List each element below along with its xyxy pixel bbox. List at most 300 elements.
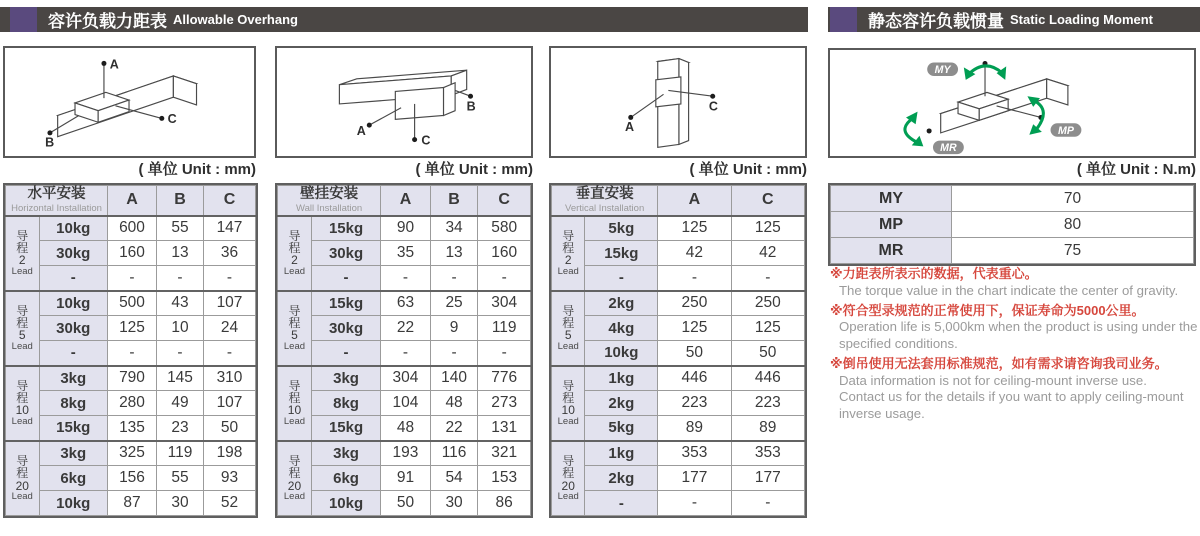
lead-cell: [278, 291, 312, 366]
column-header-b: B: [430, 186, 478, 216]
lead-value: 20: [287, 478, 302, 493]
load-cell: 6kg: [39, 466, 108, 491]
value-cell: -: [658, 491, 731, 516]
rail-isometric-drawing: [551, 48, 805, 156]
load-cell: -: [311, 341, 380, 366]
value-cell: 13: [157, 241, 204, 266]
value-cell: 600: [108, 216, 157, 241]
value-cell: 304: [381, 366, 431, 391]
table-row: [278, 416, 531, 441]
load-cell: -: [311, 266, 380, 291]
value-cell: 250: [731, 291, 804, 316]
point-label-a: A: [356, 123, 366, 138]
lead-label-zh: 程: [288, 466, 301, 481]
value-cell: 89: [658, 416, 731, 441]
table-row: [6, 291, 256, 316]
moment-row: [831, 212, 1194, 238]
value-cell: -: [658, 266, 731, 291]
value-cell: 50: [658, 341, 731, 366]
load-cell: 10kg: [311, 491, 380, 516]
table-row: [278, 341, 531, 366]
value-cell: 35: [381, 241, 431, 266]
unit-label-mm: ( 单位 Unit : mm): [138, 161, 256, 178]
table-row: [6, 241, 256, 266]
overhang-table: [5, 185, 256, 516]
unit-label-mm: ( 单位 Unit : mm): [415, 161, 533, 178]
table-row: [552, 291, 805, 316]
lead-label-zh: 导: [562, 228, 575, 243]
lead-label-zh: 程: [16, 316, 29, 331]
value-cell: -: [430, 341, 478, 366]
load-cell: 6kg: [311, 466, 380, 491]
value-cell: 223: [658, 391, 731, 416]
installation-header-cell: [552, 186, 658, 216]
lead-label-zh: 程: [288, 391, 301, 406]
table-row: [6, 416, 256, 441]
table-row: [6, 466, 256, 491]
lead-value: 5: [291, 328, 298, 343]
point-label-b: B: [466, 99, 476, 114]
value-cell: 50: [731, 341, 804, 366]
horizontal-installation-table: [3, 183, 258, 518]
lead-cell: [552, 441, 585, 516]
value-cell: 54: [430, 466, 478, 491]
value-cell: 125: [731, 316, 804, 341]
lead-label-zh: 导: [16, 303, 29, 318]
value-cell: 125: [658, 216, 731, 241]
note-item: [830, 303, 1200, 353]
section-title-zh: 容许负载力距表: [48, 12, 167, 31]
value-cell: 119: [478, 316, 531, 341]
value-cell: 446: [731, 366, 804, 391]
moment-table: [830, 185, 1194, 264]
value-cell: 9: [430, 316, 478, 341]
load-cell: -: [39, 266, 108, 291]
lead-cell: [278, 216, 312, 291]
value-cell: 125: [731, 216, 804, 241]
value-cell: -: [381, 266, 431, 291]
table-row: [552, 316, 805, 341]
wall-installation-diagram: [275, 46, 533, 158]
table-row: [6, 341, 256, 366]
value-cell: -: [204, 341, 256, 366]
column-header-a: A: [658, 186, 731, 216]
value-cell: 55: [157, 216, 204, 241]
table-row: [552, 441, 805, 466]
moment-row: [831, 238, 1194, 264]
value-cell: 153: [478, 466, 531, 491]
lead-value: 2: [18, 253, 26, 268]
value-cell: 42: [731, 241, 804, 266]
moment-row: [831, 186, 1194, 212]
overhang-table: [277, 185, 531, 516]
moment-isometric-drawing: [830, 50, 1194, 156]
point-label-b: B: [45, 135, 55, 150]
value-cell: -: [157, 266, 204, 291]
lead-label-zh: 导: [288, 303, 301, 318]
lead-label-zh: 导: [288, 378, 301, 393]
lead-label-zh: 导: [562, 378, 575, 393]
load-cell: 15kg: [311, 416, 380, 441]
value-cell: 198: [204, 441, 256, 466]
load-cell: 2kg: [585, 291, 658, 316]
value-cell: 325: [108, 441, 157, 466]
value-cell: 500: [108, 291, 157, 316]
table-row: [6, 316, 256, 341]
note-text-en: Operation life is 5,000km when the product is using under the specified conditions.: [839, 319, 1198, 352]
section-title-en: Static Loading Moment: [1010, 12, 1153, 27]
value-cell: 446: [658, 366, 731, 391]
value-cell: 50: [204, 416, 256, 441]
value-cell: -: [430, 266, 478, 291]
value-cell: 145: [157, 366, 204, 391]
value-cell: 160: [478, 241, 531, 266]
lead-label-zh: 导: [562, 303, 575, 318]
section-header-allowable-overhang: [0, 7, 808, 32]
load-cell: -: [585, 266, 658, 291]
lead-cell: [552, 216, 585, 291]
value-cell: 135: [108, 416, 157, 441]
load-cell: 3kg: [39, 441, 108, 466]
value-cell: -: [204, 266, 256, 291]
rail-isometric-drawing: [5, 48, 254, 156]
value-cell: 125: [658, 316, 731, 341]
lead-label-en: Lead: [283, 415, 306, 427]
note-text-zh: ※倒吊使用无法套用标准规范，如有需求请咨询我司业务。: [830, 355, 1168, 371]
lead-label-zh: 程: [562, 466, 575, 481]
value-cell: 321: [478, 441, 531, 466]
table-row: [552, 366, 805, 391]
value-cell: 119: [157, 441, 204, 466]
table-row: [552, 466, 805, 491]
lead-label-zh: 程: [562, 391, 575, 406]
value-cell: 107: [204, 291, 256, 316]
lead-value: 5: [18, 328, 26, 343]
column-header-c: C: [478, 186, 531, 216]
installation-name-zh: 壁挂安装: [300, 185, 359, 202]
value-cell: 147: [204, 216, 256, 241]
lead-value: 20: [561, 478, 575, 493]
mp-badge-label: MP: [1058, 124, 1074, 137]
load-cell: 8kg: [39, 391, 108, 416]
value-cell: 48: [430, 391, 478, 416]
value-cell: 30: [430, 491, 478, 516]
value-cell: 63: [381, 291, 431, 316]
value-cell: 90: [381, 216, 431, 241]
installation-header-cell: [6, 186, 108, 216]
value-cell: 43: [157, 291, 204, 316]
value-cell: 160: [108, 241, 157, 266]
value-cell: 93: [204, 466, 256, 491]
moment-label-mr: MR: [831, 238, 952, 264]
lead-cell: [278, 441, 312, 516]
lead-label-en: Lead: [283, 265, 306, 277]
header-row: [6, 186, 256, 216]
lead-label-en: Lead: [557, 340, 579, 352]
load-cell: 10kg: [39, 291, 108, 316]
value-cell: -: [381, 341, 431, 366]
load-cell: -: [39, 341, 108, 366]
value-cell: 776: [478, 366, 531, 391]
moment-value-mp: 80: [952, 212, 1194, 238]
point-label-a: A: [109, 57, 119, 72]
column-header-c: C: [731, 186, 804, 216]
section-header-static-loading-moment: [828, 7, 1200, 32]
lead-value: 10: [15, 403, 29, 418]
accent-square-icon: [830, 7, 857, 32]
table-row: [278, 466, 531, 491]
load-cell: 15kg: [585, 241, 658, 266]
value-cell: 156: [108, 466, 157, 491]
value-cell: -: [478, 266, 531, 291]
value-cell: 22: [430, 416, 478, 441]
lead-cell: [6, 291, 40, 366]
value-cell: -: [478, 341, 531, 366]
point-label-a: A: [624, 119, 635, 134]
value-cell: 193: [381, 441, 431, 466]
lead-label-zh: 程: [16, 391, 29, 406]
note-text-en: Data information is not for ceiling-mount inverse use.: [839, 372, 1147, 388]
lead-label-zh: 导: [562, 454, 575, 469]
value-cell: 25: [430, 291, 478, 316]
lead-value: 2: [291, 253, 298, 268]
note-item: [830, 356, 1200, 423]
section-title-en: Allowable Overhang: [173, 12, 298, 27]
lead-label-en: Lead: [11, 265, 33, 277]
table-row: [278, 316, 531, 341]
installation-name-en: Vertical Installation: [565, 202, 645, 214]
load-cell: 3kg: [311, 441, 380, 466]
point-label-c: C: [708, 99, 718, 114]
table-row: [278, 491, 531, 516]
load-cell: 15kg: [311, 216, 380, 241]
note-text-zh: ※符合型录规范的正常使用下，保证寿命为5000公里。: [830, 302, 1145, 318]
lead-value: 10: [287, 403, 302, 418]
installation-name-zh: 垂直安装: [575, 185, 634, 202]
load-cell: 3kg: [311, 366, 380, 391]
section-title-zh: 静态容许负载惯量: [868, 12, 1004, 31]
table-row: [6, 491, 256, 516]
value-cell: 125: [108, 316, 157, 341]
table-row: [6, 441, 256, 466]
load-cell: 1kg: [585, 366, 658, 391]
note-item: [830, 266, 1200, 300]
load-cell: 30kg: [311, 241, 380, 266]
value-cell: 30: [157, 491, 204, 516]
table-row: [6, 366, 256, 391]
value-cell: 52: [204, 491, 256, 516]
lead-label-en: Lead: [11, 490, 33, 502]
installation-name-zh: 水平安装: [27, 185, 86, 202]
value-cell: 790: [108, 366, 157, 391]
note-text-en: The torque value in the chart indicate the center of gravity.: [839, 282, 1179, 298]
table-row: [278, 391, 531, 416]
lead-label-en: Lead: [11, 415, 33, 427]
lead-label-en: Lead: [283, 490, 306, 502]
value-cell: 42: [658, 241, 731, 266]
value-cell: 34: [430, 216, 478, 241]
value-cell: 273: [478, 391, 531, 416]
overhang-table: [551, 185, 805, 516]
lead-value: 5: [564, 328, 572, 343]
header-row: [552, 186, 805, 216]
value-cell: 23: [157, 416, 204, 441]
value-cell: -: [731, 266, 804, 291]
moment-label-mp: MP: [831, 212, 952, 238]
table-row: [552, 491, 805, 516]
table-row: [552, 416, 805, 441]
lead-cell: [6, 216, 40, 291]
value-cell: -: [108, 341, 157, 366]
wall-installation-table: [275, 183, 533, 518]
value-cell: 49: [157, 391, 204, 416]
moment-label-my: MY: [831, 186, 952, 212]
note-text-zh: ※力距表所表示的数据，代表重心。: [830, 266, 1038, 281]
value-cell: 55: [157, 466, 204, 491]
lead-label-zh: 导: [288, 228, 301, 243]
value-cell: 116: [430, 441, 478, 466]
lead-cell: [552, 366, 585, 441]
table-row: [278, 441, 531, 466]
table-row: [6, 216, 256, 241]
lead-label-zh: 导: [16, 228, 29, 243]
lead-label-zh: 导: [16, 378, 29, 393]
value-cell: 24: [204, 316, 256, 341]
value-cell: 50: [381, 491, 431, 516]
lead-label-zh: 程: [562, 241, 575, 256]
value-cell: -: [157, 341, 204, 366]
table-row: [278, 241, 531, 266]
table-row: [278, 266, 531, 291]
table-row: [6, 266, 256, 291]
value-cell: 140: [430, 366, 478, 391]
lead-label-en: Lead: [557, 265, 579, 277]
value-cell: 10: [157, 316, 204, 341]
table-row: [552, 266, 805, 291]
lead-label-en: Lead: [557, 490, 579, 502]
column-header-c: C: [204, 186, 256, 216]
load-cell: 8kg: [311, 391, 380, 416]
value-cell: 177: [731, 466, 804, 491]
load-cell: 10kg: [39, 491, 108, 516]
load-cell: 4kg: [585, 316, 658, 341]
value-cell: 304: [478, 291, 531, 316]
table-row: [278, 291, 531, 316]
table-row: [552, 391, 805, 416]
value-cell: 353: [658, 441, 731, 466]
value-cell: 87: [108, 491, 157, 516]
unit-label-nm: ( 单位 Unit : N.m): [1076, 161, 1196, 178]
value-cell: 131: [478, 416, 531, 441]
value-cell: 36: [204, 241, 256, 266]
value-cell: 107: [204, 391, 256, 416]
static-loading-moment-diagram: [828, 48, 1196, 158]
value-cell: 280: [108, 391, 157, 416]
value-cell: 250: [658, 291, 731, 316]
value-cell: 310: [204, 366, 256, 391]
lead-value: 2: [564, 253, 572, 268]
lead-cell: [6, 366, 40, 441]
lead-label-en: Lead: [11, 340, 33, 352]
lead-label-zh: 程: [16, 241, 29, 256]
vertical-installation-table: [549, 183, 807, 518]
static-loading-moment-table: [828, 183, 1196, 266]
load-cell: 15kg: [311, 291, 380, 316]
installation-name-en: Horizontal Installation: [11, 202, 102, 214]
horizontal-installation-diagram: [3, 46, 256, 158]
load-cell: 5kg: [585, 216, 658, 241]
load-cell: -: [585, 491, 658, 516]
load-cell: 10kg: [39, 216, 108, 241]
value-cell: 223: [731, 391, 804, 416]
load-cell: 5kg: [585, 416, 658, 441]
value-cell: 86: [478, 491, 531, 516]
load-cell: 30kg: [39, 316, 108, 341]
moment-value-my: 70: [952, 186, 1194, 212]
lead-label-zh: 程: [16, 466, 29, 481]
table-row: [278, 216, 531, 241]
value-cell: 89: [731, 416, 804, 441]
column-header-b: B: [157, 186, 204, 216]
header-row: [278, 186, 531, 216]
lead-cell: [552, 291, 585, 366]
unit-label-mm: ( 单位 Unit : mm): [689, 161, 807, 178]
value-cell: 13: [430, 241, 478, 266]
installation-name-en: Wall Installation: [296, 202, 363, 214]
lead-cell: [6, 441, 40, 516]
column-header-a: A: [381, 186, 431, 216]
lead-label-zh: 导: [16, 454, 29, 469]
column-header-a: A: [108, 186, 157, 216]
value-cell: 91: [381, 466, 431, 491]
value-cell: 353: [731, 441, 804, 466]
value-cell: 104: [381, 391, 431, 416]
value-cell: 177: [658, 466, 731, 491]
lead-label-zh: 程: [288, 241, 301, 256]
lead-label-zh: 程: [288, 316, 301, 331]
value-cell: -: [731, 491, 804, 516]
mr-badge-label: MR: [940, 142, 957, 155]
my-badge-label: MY: [934, 64, 951, 77]
load-cell: 2kg: [585, 391, 658, 416]
table-row: [552, 241, 805, 266]
note-text-en: Contact us for the details if you want to apply ceiling-mount inverse usage.: [839, 389, 1184, 422]
value-cell: 22: [381, 316, 431, 341]
lead-label-zh: 导: [288, 454, 301, 469]
lead-label-zh: 程: [562, 316, 575, 331]
load-cell: 2kg: [585, 466, 658, 491]
moment-value-mr: 75: [952, 238, 1194, 264]
load-cell: 10kg: [585, 341, 658, 366]
lead-cell: [278, 366, 312, 441]
load-cell: 3kg: [39, 366, 108, 391]
value-cell: 580: [478, 216, 531, 241]
lead-label-en: Lead: [557, 415, 579, 427]
lead-value: 10: [561, 403, 575, 418]
load-cell: 1kg: [585, 441, 658, 466]
load-cell: 15kg: [39, 416, 108, 441]
load-cell: 30kg: [39, 241, 108, 266]
load-cell: 30kg: [311, 316, 380, 341]
table-row: [278, 366, 531, 391]
table-row: [6, 391, 256, 416]
point-label-c: C: [421, 133, 431, 148]
lead-value: 20: [15, 478, 29, 493]
table-row: [552, 216, 805, 241]
vertical-installation-diagram: [549, 46, 807, 158]
value-cell: 48: [381, 416, 431, 441]
footnotes: [830, 263, 1200, 423]
